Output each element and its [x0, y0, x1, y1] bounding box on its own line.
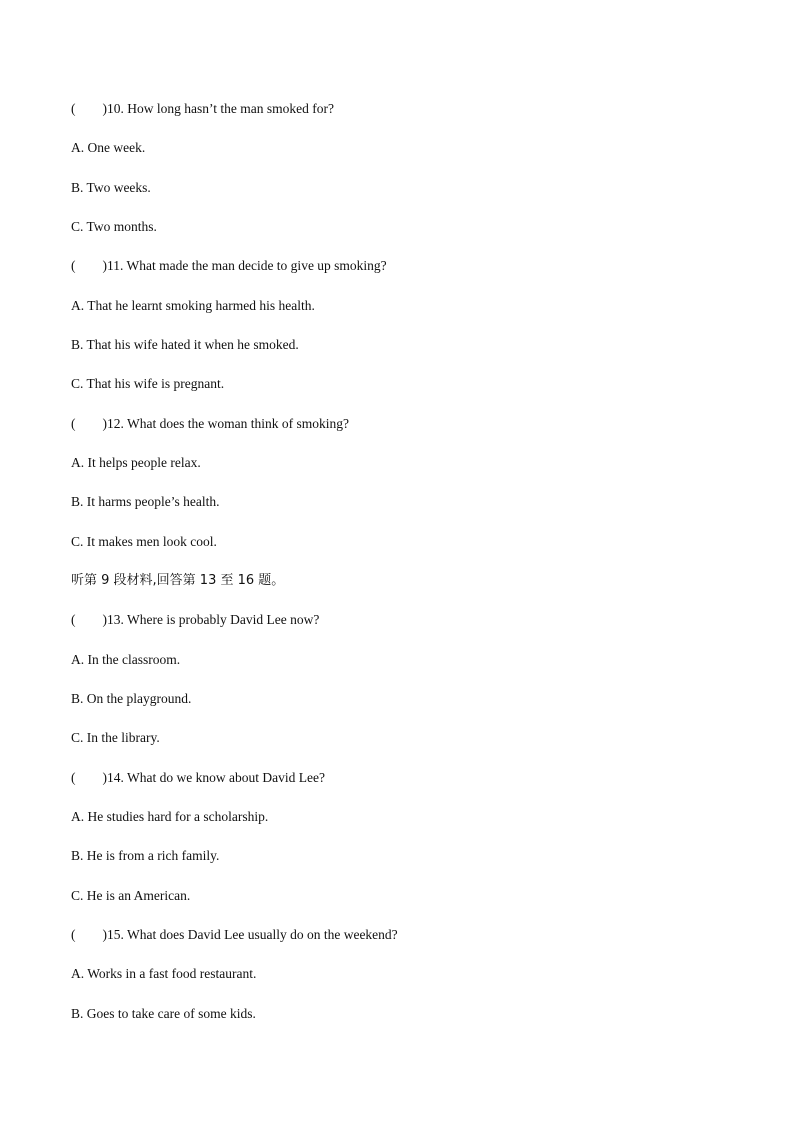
answer-blank: ( )	[71, 612, 107, 627]
option-11-a: A. That he learnt smoking harmed his health.	[71, 298, 315, 313]
option-13-c: C. In the library.	[71, 730, 160, 745]
option-10-b: B. Two weeks.	[71, 180, 151, 195]
option-12-c: C. It makes men look cool.	[71, 534, 217, 549]
option-15-a: A. Works in a fast food restaurant.	[71, 966, 257, 981]
option-12-a: A. It helps people relax.	[71, 455, 201, 470]
answer-blank: ( )	[71, 416, 107, 431]
question-text: 15. What does David Lee usually do on the weekend?	[107, 927, 398, 942]
option-10-a: A. One week.	[71, 140, 146, 155]
answer-blank: ( )	[71, 258, 107, 273]
question-text: 12. What does the woman think of smoking?	[107, 416, 349, 431]
answer-blank: ( )	[71, 927, 107, 942]
question-text: 11. What made the man decide to give up smoking?	[107, 258, 387, 273]
question-text: 14. What do we know about David Lee?	[107, 770, 325, 785]
question-10	[71, 100, 334, 118]
option-10-c: C. Two months.	[71, 219, 157, 234]
answer-blank: ( )	[71, 101, 107, 116]
section-heading: 听第 9 段材料,回答第 13 至 16 题。	[71, 573, 285, 588]
option-12-b: B. It harms people’s health.	[71, 494, 220, 509]
option-15-b: B. Goes to take care of some kids.	[71, 1006, 256, 1021]
answer-blank: ( )	[71, 770, 107, 785]
question-12	[71, 415, 349, 433]
question-15	[71, 926, 398, 944]
option-13-a: A. In the classroom.	[71, 652, 181, 667]
option-11-c: C. That his wife is pregnant.	[71, 376, 225, 391]
question-11	[71, 257, 387, 275]
option-11-b: B. That his wife hated it when he smoked.	[71, 337, 299, 352]
option-14-a: A. He studies hard for a scholarship.	[71, 809, 269, 824]
question-13	[71, 611, 319, 629]
question-14	[71, 769, 325, 787]
option-14-b: B. He is from a rich family.	[71, 848, 220, 863]
question-text: 13. Where is probably David Lee now?	[107, 612, 320, 627]
question-text: 10. How long hasn’t the man smoked for?	[107, 101, 334, 116]
option-13-b: B. On the playground.	[71, 691, 192, 706]
option-14-c: C. He is an American.	[71, 888, 191, 903]
